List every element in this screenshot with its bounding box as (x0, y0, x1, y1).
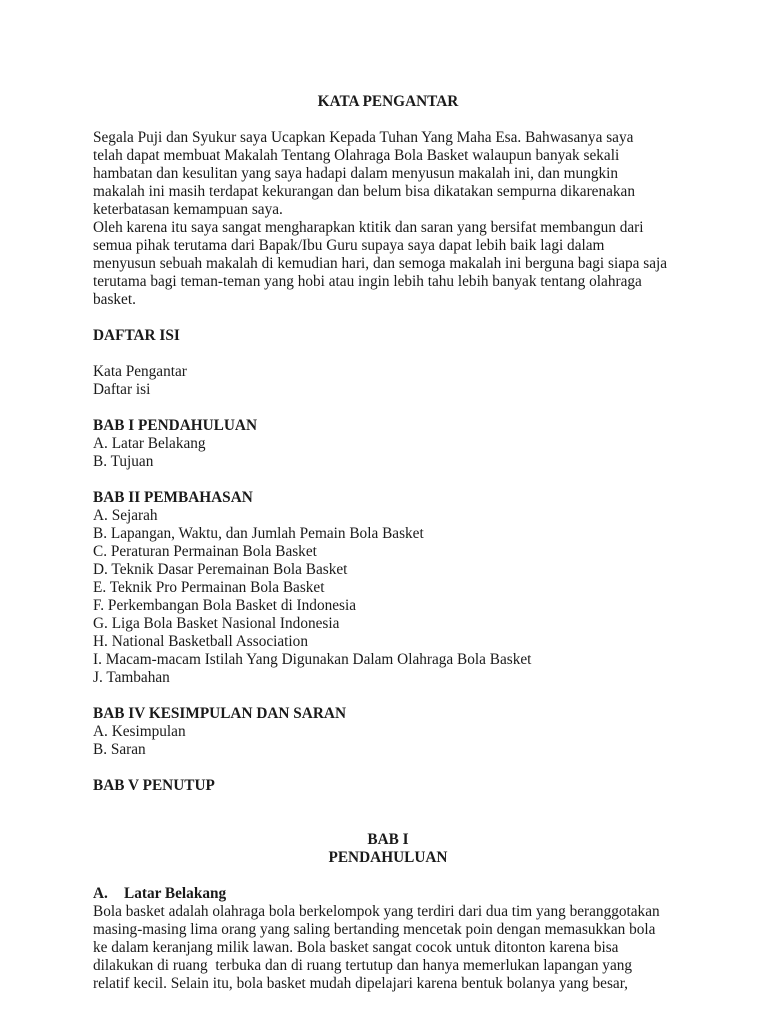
document-page (93, 93, 683, 993)
toc-item: B. Tujuan (93, 453, 154, 470)
toc-item: I. Macam-macam Istilah Yang Digunakan Dalam Olahraga Bola Basket (93, 651, 532, 668)
toc-chapter-title: BAB II PEMBAHASAN (93, 489, 253, 506)
text-line: semua pihak terutama dari Bapak/Ibu Guru supaya saya dapat lebih baik lagi dalam (93, 237, 605, 254)
toc-item: B. Lapangan, Waktu, dan Jumlah Pemain Bola Basket (93, 525, 424, 542)
text-line: keterbatasan kemampuan saya. (93, 201, 283, 218)
toc-chapter-title: BAB V PENUTUP (93, 777, 215, 794)
toc-item: E. Teknik Pro Permainan Bola Basket (93, 579, 325, 596)
text-line: Bola basket adalah olahraga bola berkelompok yang terdiri dari dua tim yang beranggotakan (93, 903, 660, 920)
toc-item: F. Perkembangan Bola Basket di Indonesia (93, 597, 357, 614)
toc-chapter-title: BAB IV KESIMPULAN DAN SARAN (93, 705, 346, 722)
text-line: Oleh karena itu saya sangat mengharapkan ktitik dan saran yang bersifat membangun dari (93, 219, 644, 236)
section-heading (93, 885, 683, 903)
daftar-isi-title: DAFTAR ISI (93, 327, 180, 344)
section-number: A. (93, 885, 108, 902)
text-line: Segala Puji dan Syukur saya Ucapkan Kepada Tuhan Yang Maha Esa. Bahwasanya saya (93, 129, 634, 146)
toc-item: Kata Pengantar (93, 363, 187, 380)
text-line: basket. (93, 291, 136, 308)
text-line: telah dapat membuat Makalah Tentang Olahraga Bola Basket walaupun banyak sekali (93, 147, 620, 164)
text-line: dilakukan di ruang terbuka dan di ruang tertutup dan hanya memerlukan lapangan yang (93, 957, 633, 974)
toc-item: G. Liga Bola Basket Nasional Indonesia (93, 615, 340, 632)
toc-item: A. Latar Belakang (93, 435, 206, 452)
text-line: menyusun sebuah makalah di kemudian hari, dan semoga makalah ini berguna bagi siapa saja (93, 255, 668, 272)
kata-pengantar-title: KATA PENGANTAR (317, 93, 459, 110)
section-title: Latar Belakang (124, 885, 227, 902)
kata-pengantar-paragraph-2 (93, 219, 683, 309)
toc-item: A. Kesimpulan (93, 723, 186, 740)
latar-belakang-paragraph (93, 903, 683, 993)
chapter-title-line-1: BAB I (367, 831, 409, 848)
toc-chapter-title: BAB I PENDAHULUAN (93, 417, 258, 434)
text-line: ke dalam keranjang milik lawan. Bola basket sangat cocok untuk ditonton karena bisa (93, 939, 619, 956)
text-line: relatif kecil. Selain itu, bola basket mudah dipelajari karena bentuk bolanya yang besar, (93, 975, 629, 992)
chapter-title-line-2: PENDAHULUAN (328, 849, 448, 866)
toc-item: B. Saran (93, 741, 146, 758)
toc-item: A. Sejarah (93, 507, 158, 524)
toc-item: D. Teknik Dasar Peremainan Bola Basket (93, 561, 348, 578)
toc-item: C. Peraturan Permainan Bola Basket (93, 543, 317, 560)
text-line: masing-masing lima orang yang saling bertanding mencetak poin dengan memasukkan bola (93, 921, 656, 938)
toc-item: J. Tambahan (93, 669, 170, 686)
text-line: terutama bagi teman-teman yang hobi atau ingin lebih tahu lebih banyak tentang olahraga (93, 273, 642, 290)
kata-pengantar-paragraph-1 (93, 129, 683, 219)
toc-item: Daftar isi (93, 381, 151, 398)
toc-item: H. National Basketball Association (93, 633, 308, 650)
text-line: makalah ini masih terdapat kekurangan dan belum bisa dikatakan sempurna dikarenakan (93, 183, 635, 200)
text-line: hambatan dan kesulitan yang saya hadapi dalam menyusun makalah ini, dan mungkin (93, 165, 619, 182)
